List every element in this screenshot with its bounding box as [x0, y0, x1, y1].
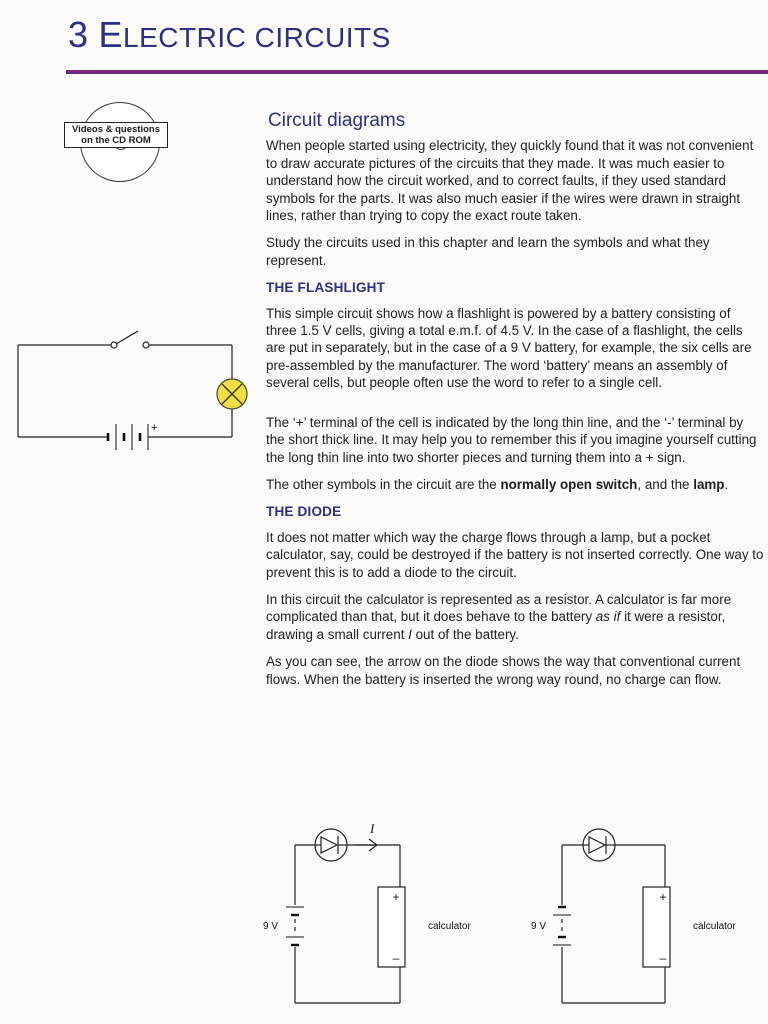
cd-rom-label-line2: on the CD ROM — [81, 135, 151, 146]
page-header — [0, 0, 768, 80]
diode-paragraph-2: In this circuit the calculator is represented as a resistor. A calculator is far more complicated than that, but it does behave to the battery as if it were a resistor, drawing a small current I out of the battery. — [266, 591, 732, 642]
intro-paragraph-1: When people started using electricity, they quickly found that it was not convenient to draw accurate pictures of the circuits that they made. It was much easier to understand how the circuit worked, and to correct faults, if they used standard symbols for the parts. It was also much easier if the wires were drawn in straight lines, rather than trying to copy the exact route taken. — [266, 138, 754, 224]
calculator-plus-label: + — [392, 890, 400, 904]
header-divider — [66, 70, 768, 74]
flashlight-circuit-diagram — [10, 320, 260, 450]
diode-paragraph-1: It does not matter which way the charge flows through a lamp, but a pocket calculator, say, could be destroyed if the battery is not inserted correctly. One way to prevent this is to add a diode to the circuit. — [266, 529, 764, 580]
switch-lever — [116, 331, 138, 344]
diode-heading: THE DIODE — [266, 504, 342, 520]
current-symbol: I — [408, 626, 412, 642]
battery-icon — [103, 424, 152, 450]
diode-circuit-forward — [255, 815, 495, 1020]
battery-plus-label: + — [151, 422, 158, 434]
calculator-minus-label: – — [659, 951, 667, 965]
calculator-label: calculator — [693, 921, 736, 932]
diode-icon — [583, 829, 615, 861]
chapter-title — [68, 14, 391, 56]
flashlight-heading: THE FLASHLIGHT — [266, 280, 386, 296]
battery-icon — [553, 907, 571, 945]
term-lamp: lamp — [693, 476, 725, 492]
current-arrow-icon — [355, 839, 377, 851]
intro-paragraph-2: Study the circuits used in this chapter and learn the symbols and what they represent. — [266, 235, 710, 268]
flashlight-paragraph-3: The other symbols in the circuit are the normally open switch, and the lamp. — [266, 476, 729, 492]
switch-contact-left — [111, 342, 117, 348]
lamp-icon — [217, 379, 247, 409]
emphasis-as-if: as if — [595, 609, 621, 625]
chapter-title-initial: E — [98, 14, 124, 55]
current-label: I — [370, 821, 375, 836]
battery-voltage-label: 9 V — [263, 921, 279, 932]
main-content — [266, 112, 764, 698]
calculator-label: calculator — [428, 921, 471, 932]
chapter-number: 3 — [68, 14, 89, 55]
flashlight-paragraph-2: The ‘+’ terminal of the cell is indicated by the long thin line, and the ‘-’ terminal by the short thick line. It may help you to remember this if you imagine yourself cutting the long thin line into two shorter pieces and turning them into a + sign. — [266, 414, 757, 465]
diode-circuit-reversed — [525, 815, 765, 1020]
diode-paragraph-3: As you can see, the arrow on the diode shows the way that conventional current flows. When the battery is inserted the wrong way round, no charge can flow. — [266, 654, 741, 687]
chapter-title-rest: LECTRIC CIRCUITS — [123, 22, 391, 53]
diode-icon — [315, 829, 347, 861]
calculator-minus-label: – — [392, 951, 400, 965]
cd-rom-label-line1: Videos & questions — [72, 124, 160, 135]
cd-rom-badge — [64, 100, 168, 182]
battery-voltage-label: 9 V — [531, 921, 547, 932]
flashlight-paragraph-1: This simple circuit shows how a flashlight is powered by a battery consisting of three 1.5 V cells, giving a total e.m.f. of 4.5 V. In the case of a flashlight, the cells are put in separately, but in the case of a 9 V battery, for example, the six cells are pre-assembled by the manufacturer. The word ‘battery’ means an assembly of several cells, but people often use the word to refer to a single cell. — [266, 305, 752, 391]
section-title: Circuit diagrams — [268, 110, 406, 131]
calculator-plus-label: + — [659, 890, 667, 904]
term-normally-open-switch: normally open switch — [500, 476, 638, 492]
cd-rom-label — [64, 122, 168, 148]
switch-contact-right — [143, 342, 149, 348]
battery-icon — [286, 907, 304, 945]
